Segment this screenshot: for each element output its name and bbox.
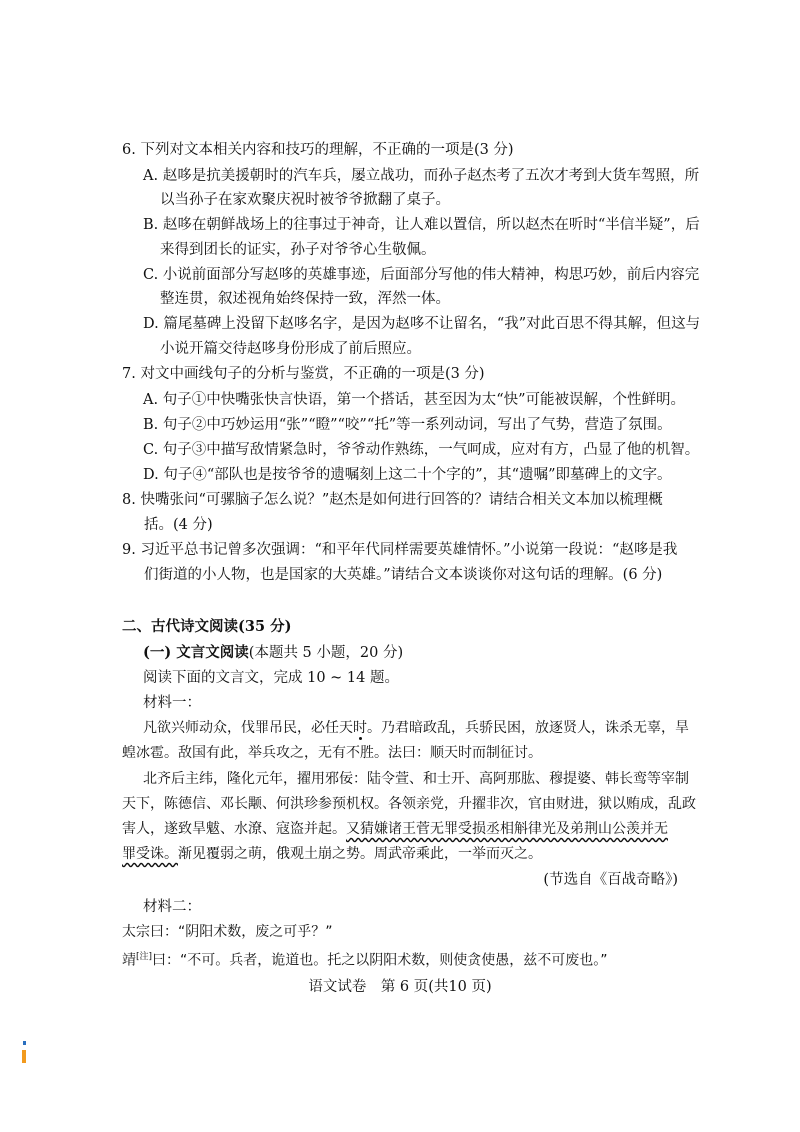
section2-subheading	[143, 643, 403, 663]
source-citation: (节选自《百战奇略》)	[543, 872, 678, 888]
emphasis-dot-char: 时	[353, 720, 367, 736]
q7-option-a: A. 句子①中快嘴张快言快语，第一个搭话，甚至因为太“快”可能被误解，个性鲜明。	[143, 392, 686, 408]
material1-label: 材料一：	[143, 695, 201, 711]
q6-option-b: B. 赵哆在朝鲜战场上的往事过于神奇，让人难以置信，所以赵杰在听时“半信半疑”，后	[143, 217, 700, 233]
reading-instruction: 阅读下面的文言文，完成 10 ~ 14 题。	[143, 670, 399, 686]
q7-stem: 7. 对文中画线句子的分析与鉴赏，不正确的一项是(3 分)	[122, 366, 485, 382]
footnote-marker: [注]	[136, 952, 153, 962]
q6-option-a: A. 赵哆是抗美援朝时的汽车兵，屡立战功，而孙子赵杰考了五次才考到大货车驾照，所	[143, 168, 700, 184]
orange-scan-mark	[22, 1050, 26, 1063]
q9-line2: 们街道的小人物，也是国家的大英雄。”请结合文本谈谈你对这句话的理解。(6 分)	[144, 567, 663, 583]
subsection-label: (一) 文言文阅读	[143, 644, 249, 661]
text-run: 曰：“不可。兵者，诡道也。托之以阴阳术数，则使贪使愚，兹不可废也。”	[152, 952, 608, 969]
material1-p2-line2: 天下，陈德信、邓长颙、何洪珍参预机权。各领亲党，升擢非次，官由财进，狱以贿成，乱政	[122, 796, 696, 812]
text-run: 害人，遂致旱魃、水潦、寇盗并起。	[122, 821, 346, 837]
q6-option-c: C. 小说前面部分写赵哆的英雄事迹，后面部分写他的伟大精神，构思巧妙，前后内容完	[143, 267, 700, 283]
material1-p2-line4	[122, 844, 542, 864]
text-run: 靖	[122, 952, 136, 969]
wavy-underlined-sentence: 又猜嫌诸王菅无罪受损丞相斛律光及弟荆山公羡并无	[346, 821, 668, 837]
material2-line2	[122, 947, 608, 971]
q6-option-d-cont: 小说开篇交待赵哆身份形成了前后照应。	[160, 341, 421, 357]
q6-option-d: D. 篇尾墓碑上没留下赵哆名字，是因为赵哆不让留名，“我”对此百思不得其解，但这与	[143, 316, 701, 332]
text-run: 凡欲兴师动众，伐罪吊民，必任天	[143, 720, 353, 736]
q6-stem: 6. 下列对文本相关内容和技巧的理解，不正确的一项是(3 分)	[122, 142, 514, 158]
material1-p2-line3	[122, 819, 668, 839]
text-run: 渐见覆弱之萌，俄观土崩之势。周武帝乘此，一举而灭之。	[178, 846, 542, 862]
q6-option-c-cont: 整连贯，叙述视角始终保持一致，浑然一体。	[160, 291, 450, 307]
wavy-underlined-sentence-end: 罪受诛。	[122, 846, 178, 862]
q6-option-b-cont: 来得到团长的证实，孙子对爷爷心生敬佩。	[160, 242, 436, 258]
material1-p1-line2: 蝗冰雹。敌国有此，举兵攻之，无有不胜。法曰：顺天时而制征讨。	[122, 745, 542, 761]
subsection-info: (本题共 5 小题，20 分)	[248, 645, 404, 661]
q8-line2: 括。(4 分)	[144, 517, 213, 533]
text-run: 。乃君暗政乱，兵骄民困，放逐贤人，诛杀无辜，旱	[367, 720, 689, 736]
q8-line1: 8. 快嘴张问“可骡脑子怎么说？”赵杰是如何进行回答的？请结合相关文本加以梳理概	[122, 492, 663, 508]
page-footer: 语文试卷 第 6 页(共10 页)	[308, 979, 492, 995]
q9-line1: 9. 习近平总书记曾多次强调：“和平年代同样需要英雄情怀。”小说第一段说：“赵哆是我	[122, 542, 678, 558]
material2-line1: 太宗曰：“阴阳术数，废之可乎？”	[122, 924, 333, 940]
blue-scan-mark	[23, 1041, 26, 1045]
material1-p2-line1: 北齐后主纬，隆化元年，擢用邪佞：陆令萱、和士开、高阿那肱、穆提婆、韩长鸾等宰制	[143, 771, 689, 787]
q7-option-b: B. 句子②中巧妙运用“张”“瞪”“咬”“托”等一系列动词，写出了气势，营造了氛围。	[143, 417, 672, 433]
q6-option-a-cont: 以当孙子在家欢聚庆祝时被爷爷掀翻了桌子。	[160, 192, 450, 208]
material2-label: 材料二：	[143, 899, 201, 915]
q7-option-d: D. 句子④“部队也是按爷爷的遗嘱刻上这二十个字的”，其“遗嘱”即墓碑上的文字。	[143, 467, 672, 483]
material1-p1-line1	[143, 718, 689, 738]
section2-title: 二、古代诗文阅读(35 分)	[122, 618, 292, 635]
q7-option-c: C. 句子③中描写敌情紧急时，爷爷动作熟练，一气呵成，应对有方，凸显了他的机智。	[143, 442, 700, 458]
